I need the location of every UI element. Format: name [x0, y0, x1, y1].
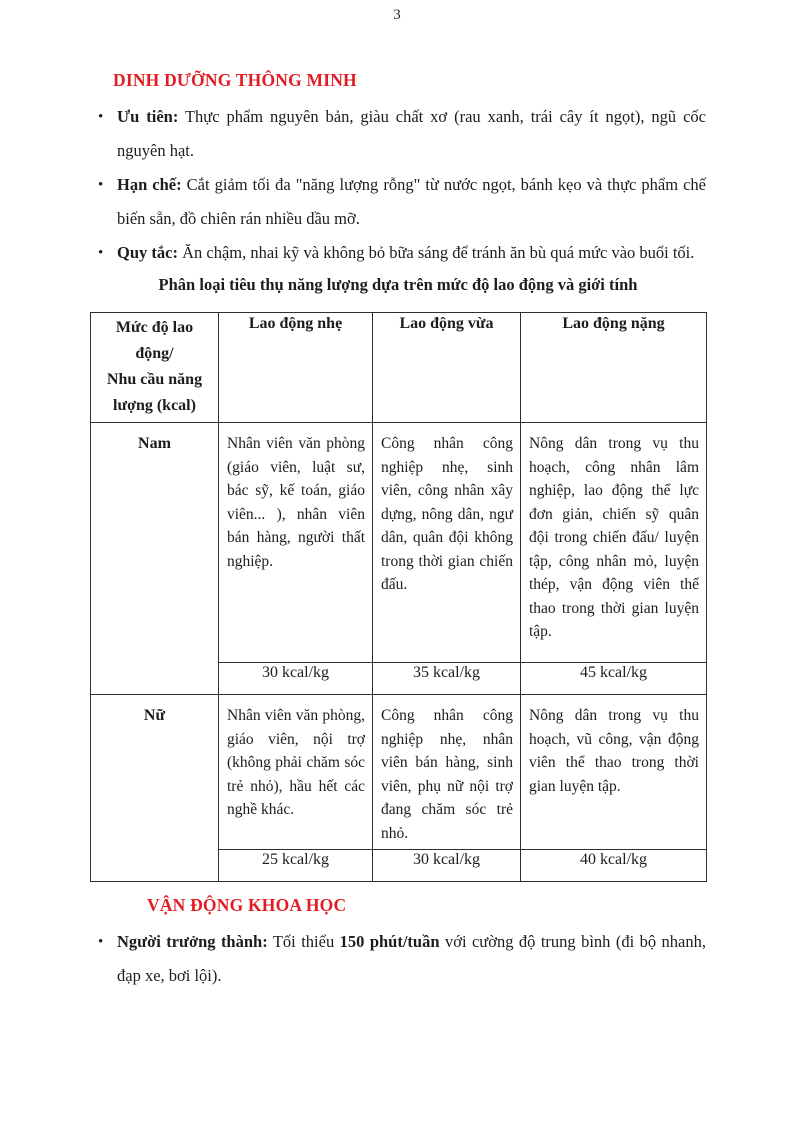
bullet-highlight: 150 phút/tuần: [339, 932, 440, 951]
table-header-row: [91, 313, 707, 423]
female-light-desc: Nhân viên văn phòng, giáo viên, nội trợ (không phải chăm sóc trẻ nhỏ), hầu hết các nghề khác.: [219, 695, 373, 850]
page-number: 3: [393, 7, 401, 23]
bullet-label: Quy tắc:: [117, 243, 178, 262]
male-medium-desc: Công nhân công nghiệp nhẹ, sinh viên, công nhân xây dựng, nông dân, ngư dân, quân đội không trong thời gian chiến đấu.: [373, 423, 521, 663]
female-heavy-desc: Nông dân trong vụ thu hoạch, vũ công, vận động viên thể thao trong thời gian luyện tập.: [521, 695, 707, 850]
section-heading-exercise: VẬN ĐỘNG KHOA HỌC: [147, 895, 347, 915]
bullet-label: Ưu tiên:: [117, 107, 179, 126]
section-heading-nutrition: DINH DƯỠNG THÔNG MINH: [113, 70, 357, 90]
female-medium-kcal: 30 kcal/kg: [373, 850, 521, 882]
bullet-text-after: với cường độ trung bình (đi bộ nhanh, đạp xe, bơi lội).: [117, 932, 706, 985]
table-row-male-desc: [91, 423, 707, 663]
gender-cell-male: Nam: [91, 423, 219, 695]
male-heavy-kcal: 45 kcal/kg: [521, 663, 707, 695]
female-light-kcal: 25 kcal/kg: [219, 850, 373, 882]
bullet-text: Thực phẩm nguyên bản, giàu chất xơ (rau xanh, trái cây ít ngọt), ngũ cốc nguyên hạt.: [117, 107, 706, 160]
female-medium-desc: Công nhân công nghiệp nhẹ, nhân viên bán hàng, sinh viên, phụ nữ nội trợ đang chăm sóc trẻ nhỏ.: [373, 695, 521, 850]
male-light-desc: Nhân viên văn phòng (giáo viên, luật sư, bác sỹ, kế toán, giáo viên... ), nhân viên bán hàng, người thất nghiệp.: [219, 423, 373, 663]
corner-line1: Mức độ lao động/: [115, 319, 194, 362]
male-light-kcal: 30 kcal/kg: [219, 663, 373, 695]
bullet-item-rule: [90, 236, 706, 270]
table-title: Phân loại tiêu thụ năng lượng dựa trên mức độ lao động và giới tính: [158, 275, 638, 294]
header-heavy-labor: Lao động nặng: [521, 313, 707, 423]
energy-consumption-table: [90, 312, 707, 882]
nutrition-bullet-list: [90, 100, 706, 270]
page-content: [0, 70, 794, 993]
bullet-item-limit: [90, 168, 706, 236]
table-row-female-desc: [91, 695, 707, 850]
bullet-item-adults: [90, 925, 706, 993]
corner-line2: Nhu cầu năng lượng (kcal): [106, 371, 203, 414]
female-heavy-kcal: 40 kcal/kg: [521, 850, 707, 882]
bullet-label: Hạn chế:: [117, 175, 182, 194]
bullet-item-priority: [90, 100, 706, 168]
bullet-text-before: Tối thiểu: [267, 932, 340, 951]
exercise-bullet-list: [90, 925, 706, 993]
bullet-label: Người trưởng thành:: [117, 932, 268, 951]
header-medium-labor: Lao động vừa: [373, 313, 521, 423]
male-medium-kcal: 35 kcal/kg: [373, 663, 521, 695]
male-heavy-desc: Nông dân trong vụ thu hoạch, công nhân lâm nghiệp, lao động thể lực đơn giản, chiến sỹ quân đội trong chiến đấu/ luyện tập, công nhân mỏ, luyện thép, vận động viên thể thao trong thời gian luyện tập.: [521, 423, 707, 663]
gender-cell-female: Nữ: [91, 695, 219, 882]
bullet-text: Ăn chậm, nhai kỹ và không bỏ bữa sáng để tránh ăn bù quá mức vào buổi tối.: [177, 243, 695, 262]
bullet-text: Cắt giảm tối đa "năng lượng rỗng" từ nước ngọt, bánh kẹo và thực phẩm chế biến sẵn, đồ chiên rán nhiều dầu mỡ.: [117, 175, 706, 228]
header-corner-cell: [91, 313, 219, 423]
header-light-labor: Lao động nhẹ: [219, 313, 373, 423]
